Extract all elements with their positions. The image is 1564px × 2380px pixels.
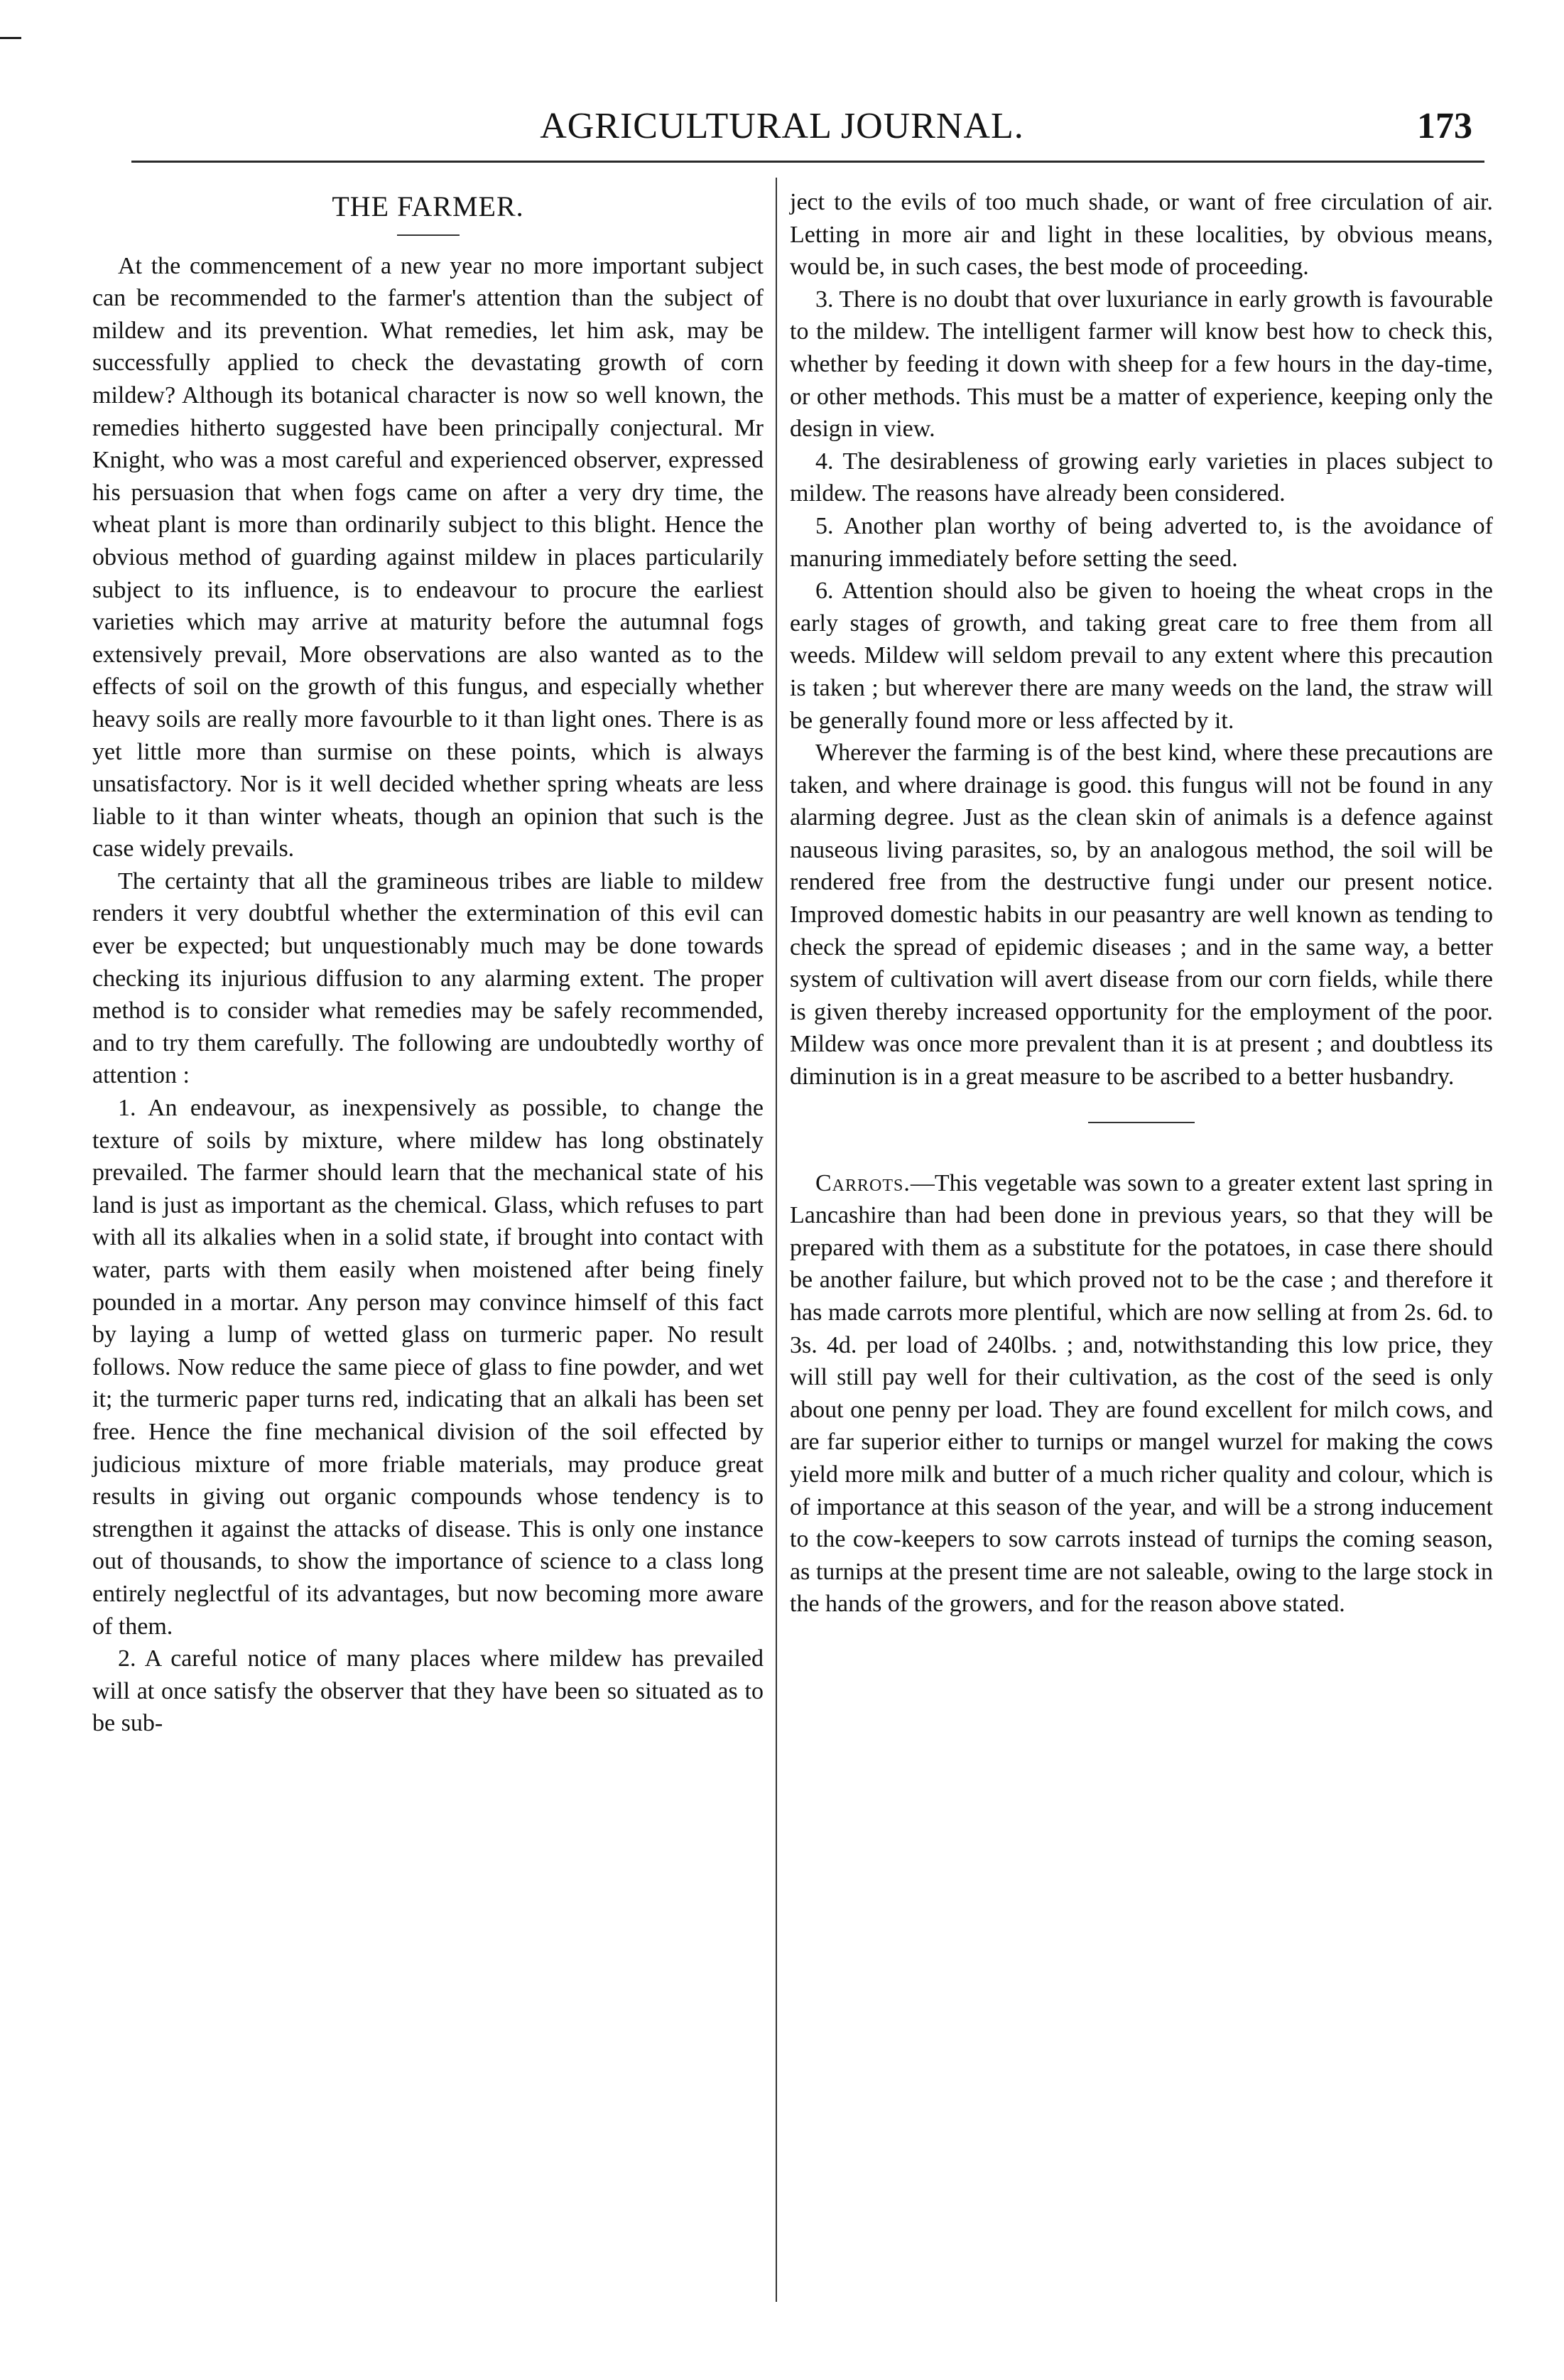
column-divider (776, 178, 777, 2302)
right-column (790, 186, 1493, 1621)
paragraph: Wherever the farming is of the best kind, where these precautions are taken, and where drainage is good. this fungus will not be found in any alarming degree. Just as the clean skin of animals is a defence against nauseous living parasites, so, by an analogous method, the soil will be rendered free from the destructive fungi under our present notice. Improved domestic habits in our peasantry are well known as tending to check the spread of epidemic diseases ; and in the same way, a better system of cultivation will avert disease from our corn fields, while there is given thereby increased opportunity for the employment of the poor. Mildew was once more prevalent than it is at present ; and doubtless its diminution is in a great measure to be ascribed to a better husbandry. (790, 740, 1493, 1091)
left-column (92, 186, 764, 1740)
section-rule (1088, 1122, 1195, 1123)
paragraph: 3. There is no doubt that over luxuriance in early growth is favourable to the mildew. The intelligent farmer will know best how to check this, whether by feeding it down with sheep for a few hours in the day-time, or other methods. This must be a matter of experience, keeping only the design in view. (790, 286, 1493, 443)
paragraph-continued: ject to the evils of too much shade, or want of free circulation of air. Letting in more air and light in these localities, by obvious means, would be, in such cases, the best mode of proceeding. (790, 189, 1493, 281)
margin-dash-mark (0, 37, 21, 39)
page-number: 173 (1417, 106, 1472, 146)
carrots-paragraph (790, 1167, 1493, 1621)
paragraph: At the commencement of a new year no more important subject can be recommended to the farmer's attention than the subject of mildew and its prevention. What remedies, let him ask, may be successfully applied to check the devastating growth of corn mildew? Although its botanical character is now so well known, the remedies hitherto suggested have been principally conjectural. Mr Knight, who was a most careful and experienced observer, expressed his persuasion that when fogs came on after a very dry time, the wheat plant is more than ordinarily subject to this blight. Hence the obvious method of guarding against mildew in places particularily subject to its influence, is to endeavour to procure the earliest varieties which may arrive at maturity before the autumnal fogs extensively prevail, More observations are also wanted as to the effects of soil on the growth of this fungus, and especially whether heavy soils are really more favourble to it than light ones. There is as yet little more than surmise on these points, which is always unsatisfactory. Nor is it well decided whether spring wheats are less liable to it than winter wheats, though an opinion that such is the case widely prevails. (92, 252, 764, 862)
carrots-text: —This vegetable was sown to a greater extent last spring in Lancashire than had been done in previous years, so that they will be prepared with them as a substitute for the potatoes, in case there should be another failure, but which proved not to be the case ; and therefore it has made carrots more plentiful, which are now selling at from 2s. 6d. to 3s. 4d. per load of 240lbs. ; and, notwithstanding this low price, they will still pay well for their cultivation, as the cost of the seed is only about one penny per load. They are found excellent for milch cows, and are far superior either to turnips or mangel wurzel for making the cows yield more milk and butter of a much richer quality and colour, which is of importance at this season of the year, and will be a strong inducement to the cow-keepers to sow carrots instead of turnips the coming season, as turnips at the present time are not saleable, owing to the large stock in the hands of the growers, and for the reason above stated. (790, 1169, 1493, 1618)
paragraph: 5. Another plan worthy of being adverted to, is the avoidance of manuring immediately before setting the seed. (790, 512, 1493, 572)
paragraph: The certainty that all the gramineous tribes are liable to mildew renders it very doubtful whether the extermination of this evil can ever be expected; but unquestionably much may be done towards checking its injurious diffusion to any alarming extent. The proper method is to consider what remedies may be safely recommended, and to try them carefully. The following are undoubtedly worthy of attention : (92, 867, 764, 1089)
article-title: THE FARMER. (332, 190, 524, 222)
header-rule (131, 161, 1484, 163)
paragraph: 6. Attention should also be given to hoeing the wheat crops in the early stages of growth, and taking great care to free them from all weeds. Mildew will seldom prevail to any extent where this precaution is taken ; but wherever there are many weeds on the land, the straw will be generally found more or less affected by it. (790, 578, 1493, 734)
title-rule (397, 234, 460, 236)
paragraph: 2. A careful notice of many places where mildew has prevailed will at once satisfy the observer that they have been so situated as to be sub- (92, 1645, 764, 1737)
paragraph: 1. An endeavour, as inexpensively as possible, to change the texture of soils by mixture, where mildew has long obstinately prevailed. The farmer should learn that the mechanical state of his land is just as important as the chemical. Glass, which refuses to part with all its alkalies when in a solid state, if brought into contact with water, parts with them easily when moistened after being finely pounded in a mortar. Any person may convince himself of this fact by laying a lump of wetted glass on turmeric paper. No result follows. Now reduce the same piece of glass to fine powder, and wet it; the turmeric paper turns red, indicating that an alkali has been set free. Hence the fine mechanical division of the soil effected by judicious mixture of more friable materials, may produce great results in giving out organic compounds whose tendency is to strengthen it against the attacks of disease. This is only one instance out of thousands, to show the importance of science to a class long entirely neglectful of its advantages, but now becoming more aware of them. (92, 1095, 764, 1640)
journal-title: AGRICULTURAL JOURNAL. (540, 106, 1024, 146)
paragraph: 4. The desirableness of growing early varieties in places subject to mildew. The reasons have already been considered. (790, 448, 1493, 507)
carrots-heading: Carrots. (815, 1169, 911, 1196)
